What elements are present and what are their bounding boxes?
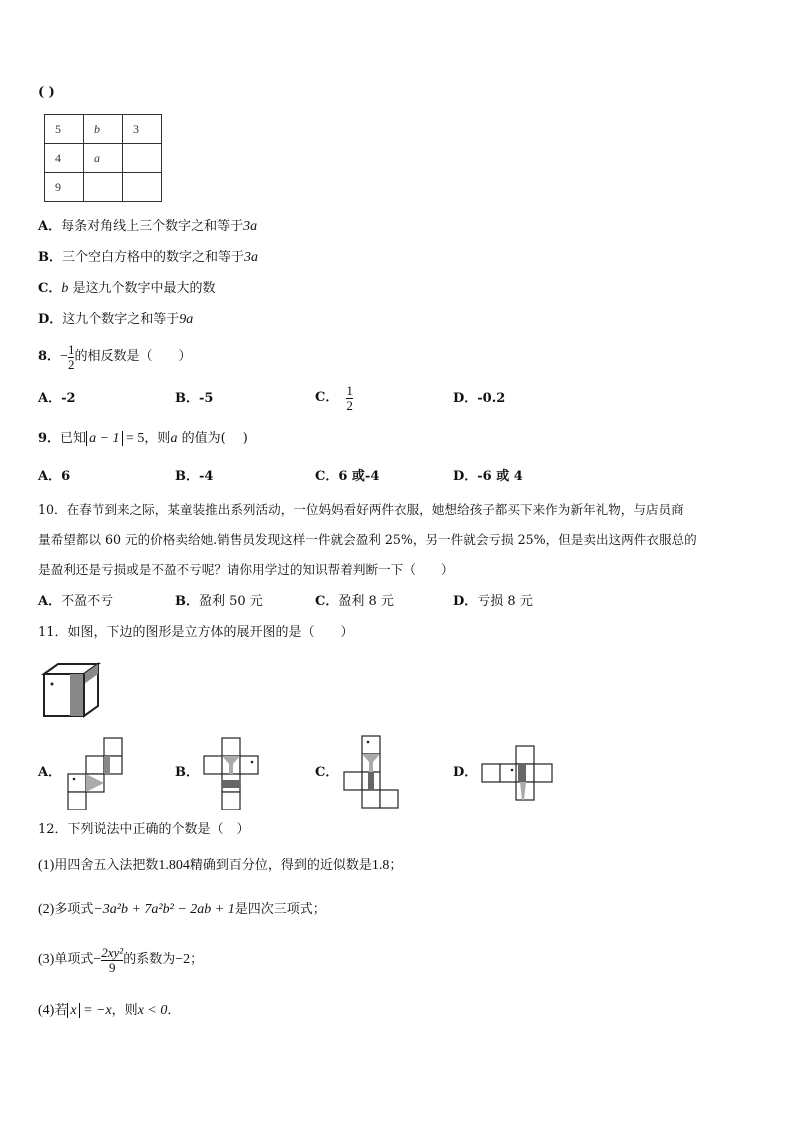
q8-option-b[interactable] <box>175 391 213 407</box>
statement-index: (3) <box>38 952 55 967</box>
q12-statement-4 <box>38 1003 180 1019</box>
statement-text: ． <box>167 1003 181 1018</box>
cube-net-c[interactable] <box>340 734 400 810</box>
q11-option-a-label[interactable]: A． <box>38 765 62 780</box>
option-label: A． <box>38 594 62 609</box>
option-text: -5 <box>199 391 214 406</box>
grid-cell: 5 <box>45 115 84 144</box>
q11-stem: 11．如图，下边的图形是立方体的展开图的是（ ） <box>38 625 354 640</box>
option-text: 亏损 8 元 <box>477 594 533 609</box>
grid-cell: 3 <box>123 115 162 144</box>
option-text: 盈利 50 元 <box>199 594 263 609</box>
option-math: 9a <box>179 312 194 327</box>
q12-stem: 12．下列说法中正确的个数是（ ） <box>38 822 250 837</box>
option-label: D． <box>38 312 63 327</box>
grid-cell: a <box>84 144 123 173</box>
option-text: -4 <box>199 469 214 484</box>
option-label: D． <box>453 391 478 406</box>
option-label: A． <box>38 219 62 234</box>
number: 1.8 <box>371 858 390 873</box>
fraction <box>101 946 123 975</box>
q9-stem <box>38 431 248 447</box>
cube-figure <box>40 660 102 720</box>
fraction-numerator: 2xy² <box>101 944 124 960</box>
statement-text: 单项式 <box>54 952 94 967</box>
absolute-value: x <box>67 1003 79 1018</box>
option-text: 不盈不亏 <box>61 594 114 609</box>
q12-statement-3 <box>38 940 203 980</box>
q10-option-d[interactable] <box>453 594 533 610</box>
fraction-numerator: 1 <box>67 341 75 357</box>
q10-option-b[interactable] <box>175 594 263 610</box>
option-math: b <box>61 281 69 296</box>
q10-line-3: 是盈利还是亏损或是不盈不亏呢？请你用学过的知识帮着判断一下（ ） <box>38 562 454 577</box>
grid-cell <box>123 144 162 173</box>
option-label: D． <box>453 469 478 484</box>
q10-line-1: 10．在春节到来之际，某童装推出系列活动，一位妈妈看好两件衣服，她想给孩子都买下来作为新年礼物，与店员商 <box>38 502 684 517</box>
q8-option-a[interactable] <box>38 391 76 407</box>
option-math: 3a <box>243 219 258 234</box>
option-text: 盈利 8 元 <box>338 594 394 609</box>
statement-text: ； <box>190 952 204 967</box>
fraction <box>346 384 353 413</box>
polynomial-expression: −3a²b + 7a²b² − 2ab + 1 <box>93 902 235 917</box>
option-label: A． <box>38 391 62 406</box>
question-text: 的值为( ) <box>177 431 248 446</box>
q11-option-b-label[interactable]: B． <box>175 765 199 780</box>
option-text: 每条对角线上三个数字之和等于 <box>61 219 244 234</box>
option-label: C． <box>38 281 62 296</box>
q9-option-a[interactable] <box>38 469 70 485</box>
option-label: B． <box>175 391 199 406</box>
grid-cell <box>123 173 162 202</box>
question-text: 已知 <box>60 431 87 446</box>
q8-option-d[interactable] <box>453 391 505 407</box>
q9-option-c[interactable] <box>315 469 379 485</box>
option-text: -0.2 <box>477 391 506 406</box>
grid-cell: b <box>84 115 123 144</box>
fraction-numerator: 1 <box>346 382 353 398</box>
cube-net-a[interactable] <box>62 736 126 810</box>
option-label: B． <box>175 469 199 484</box>
cube-net-b[interactable] <box>202 736 278 810</box>
q7-option-a[interactable] <box>38 219 257 235</box>
q9-option-b[interactable] <box>175 469 213 485</box>
absolute-value: a − 1 <box>86 431 122 446</box>
q10-option-a[interactable] <box>38 594 113 610</box>
question-text: 的相反数是（ ） <box>74 349 192 364</box>
q7-option-d[interactable] <box>38 312 193 328</box>
q12-statement-2 <box>38 902 326 918</box>
q11-option-c-label[interactable]: C． <box>315 765 339 780</box>
q9-option-d[interactable] <box>453 469 523 485</box>
q8-stem <box>38 340 191 374</box>
option-text: -6 或 4 <box>477 469 523 484</box>
statement-text: ，则 <box>111 1003 138 1018</box>
fraction-denominator: 2 <box>67 356 75 372</box>
option-label: D． <box>453 594 478 609</box>
grid-cell: 9 <box>45 173 84 202</box>
q10-line-2: 量希望都以 60 元的价格卖给她.销售员发现这样一件就会盈利 25%，另一件就会亏损 25%，但是卖出这两件衣服总的 <box>38 532 697 547</box>
statement-text: 是四次三项式； <box>234 902 326 917</box>
option-text: 三个空白方格中的数字之和等于 <box>62 250 245 265</box>
statement-text: 用四舍五入法把数 <box>54 858 159 873</box>
statement-index: (2) <box>38 902 55 917</box>
statement-index: (4) <box>38 1003 55 1018</box>
cube-net-d[interactable] <box>480 744 556 802</box>
magic-square-grid <box>44 114 162 202</box>
grid-cell <box>84 173 123 202</box>
option-text: 6 或-4 <box>338 469 380 484</box>
grid-cell: 4 <box>45 144 84 173</box>
question-number: 8． <box>38 349 61 364</box>
minus-sign: − <box>93 952 102 967</box>
q7-option-c[interactable] <box>38 281 216 297</box>
statement-index: (1) <box>38 858 55 873</box>
option-label: C． <box>315 594 339 609</box>
q12-statement-1 <box>38 858 402 874</box>
number: 1.804 <box>158 858 190 873</box>
statement-text: ； <box>389 858 403 873</box>
question-text: ，则 <box>144 431 171 446</box>
variable: a <box>170 431 178 446</box>
option-label: B． <box>175 594 199 609</box>
fraction-denominator: 9 <box>101 960 123 975</box>
option-text: -2 <box>61 391 76 406</box>
option-label: B． <box>38 250 62 265</box>
q8-option-c[interactable] <box>315 381 353 415</box>
equation: = 5 <box>122 431 145 446</box>
option-text: 是这九个数字中最大的数 <box>68 281 216 296</box>
option-label: C． <box>315 390 339 405</box>
option-text: 这九个数字之和等于 <box>62 312 180 327</box>
minus-sign: − <box>60 349 68 364</box>
option-text: 6 <box>61 469 71 484</box>
statement-text: 多项式 <box>54 902 94 917</box>
statement-text: 精确到百分位，得到的近似数是 <box>189 858 372 873</box>
option-label: A． <box>38 469 62 484</box>
q7-option-b[interactable] <box>38 250 258 266</box>
option-math: 3a <box>244 250 259 265</box>
statement-text: 若 <box>54 1003 68 1018</box>
fraction-denominator: 2 <box>346 397 353 413</box>
equation: = −x <box>79 1003 112 1018</box>
q10-option-c[interactable] <box>315 594 394 610</box>
question-number: 9． <box>38 431 61 446</box>
q11-option-d-label[interactable]: D． <box>453 765 478 780</box>
coefficient: −2 <box>175 952 191 967</box>
condition: x < 0 <box>137 1003 168 1018</box>
option-label: C． <box>315 469 339 484</box>
q7-paren: ( ) <box>38 85 55 100</box>
statement-text: 的系数为 <box>123 952 176 967</box>
